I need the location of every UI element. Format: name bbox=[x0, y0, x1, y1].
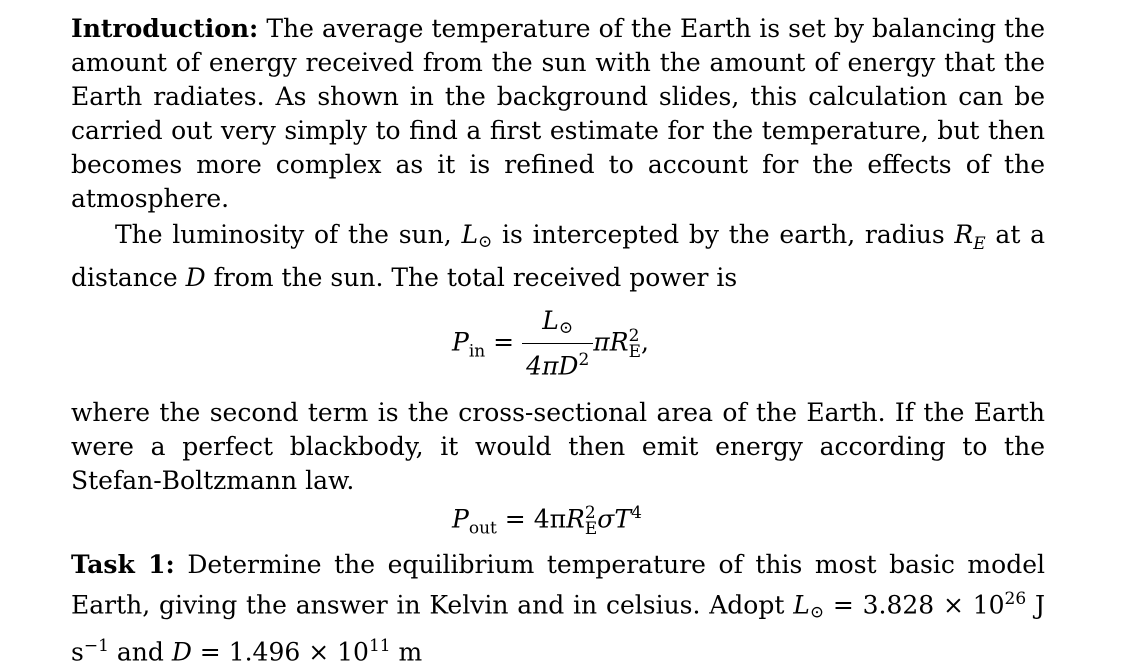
symbol-L: L bbox=[461, 220, 479, 249]
task-symbol-L: L bbox=[793, 590, 810, 620]
luminosity-paragraph bbox=[71, 218, 1045, 295]
eq1-comma: , bbox=[640, 327, 649, 357]
eq1-R-sup: 2 bbox=[628, 326, 640, 347]
task-exp-11: 11 bbox=[368, 636, 391, 657]
intro-paragraph bbox=[71, 12, 1045, 216]
eq1-den-sup: 2 bbox=[578, 350, 590, 370]
luminosity-text-2: is intercepted by the earth, radius bbox=[492, 220, 955, 249]
task-heading: Task 1: bbox=[71, 550, 175, 579]
eq1-sub-in: in bbox=[468, 341, 486, 362]
eq2-sub-out: out bbox=[468, 518, 497, 539]
eq1-R-scripts bbox=[628, 326, 641, 363]
eq1-num-sun: ⊙ bbox=[558, 318, 574, 338]
eq1-num-L: L bbox=[542, 306, 559, 335]
symbol-R: R bbox=[954, 220, 974, 249]
equation-p-in bbox=[452, 306, 649, 382]
eq1-equals: = bbox=[493, 327, 515, 357]
luminosity-text-1: The luminosity of the sun, bbox=[115, 220, 462, 249]
task-text: Determine the equilibrium temperature of this most basic model Earth, giving the answer in Kelvin and in celsius. Adopt bbox=[71, 550, 1045, 620]
eq2-equals: = bbox=[504, 504, 526, 534]
task-symbol-D: D bbox=[171, 637, 192, 667]
blackbody-paragraph bbox=[71, 396, 1045, 498]
sun-symbol: ⊙ bbox=[478, 232, 493, 252]
task-exp-26: 26 bbox=[1004, 589, 1027, 609]
eq1-P: P bbox=[452, 327, 469, 357]
eq2-sigma: σ bbox=[597, 504, 615, 534]
eq2-R-scripts bbox=[584, 502, 598, 539]
eq1-pi: π bbox=[593, 327, 610, 357]
luminosity-text-4: from the sun. The total received power is bbox=[205, 263, 738, 292]
eq1-den: 4πD bbox=[526, 351, 579, 381]
eq1-numerator bbox=[522, 306, 593, 344]
task-luminosity-value: = 3.828 × 10 bbox=[824, 590, 1005, 620]
task-paragraph bbox=[71, 548, 1045, 670]
task-unit-1-exp: −1 bbox=[83, 636, 109, 657]
eq2-T-sup: 4 bbox=[631, 503, 642, 523]
eq2-R: R bbox=[566, 504, 585, 534]
task-and: and bbox=[108, 637, 172, 667]
intro-heading: Introduction: bbox=[71, 14, 259, 43]
eq1-fraction bbox=[522, 306, 593, 382]
task-sun-symbol: ⊙ bbox=[809, 602, 825, 623]
luminosity-text-3: at a distance bbox=[71, 220, 1046, 292]
eq1-R: R bbox=[609, 327, 629, 357]
eq2-P: P bbox=[452, 504, 469, 534]
intro-text: The average temperature of the Earth is set by balancing the amount of energy received from the sun with the amount of energy that the Earth radiates. As shown in the background slides, this calculation can be carried out very simply to find a first estimate for the temperature, but then becomes more complex as it is refined to account for the effects of the atmosphere. bbox=[71, 14, 1045, 213]
eq2-coefficient: 4π bbox=[533, 504, 567, 534]
eq1-denominator bbox=[522, 344, 593, 382]
task-unit-2: m bbox=[390, 637, 423, 667]
task-unit-1: J s bbox=[71, 590, 1045, 667]
equation-p-out bbox=[452, 496, 642, 545]
eq2-T: T bbox=[614, 504, 632, 534]
blackbody-text: where the second term is the cross-sectional area of the Earth. If the Earth were a perfect blackbody, it would then emit energy according to the Stefan-Boltzmann law. bbox=[71, 398, 1045, 495]
eq1-R-sub: E bbox=[628, 342, 641, 363]
eq2-R-sub: E bbox=[584, 518, 598, 539]
task-distance-value: = 1.496 × 10 bbox=[191, 637, 369, 667]
symbol-D: D bbox=[185, 263, 206, 292]
subscript-E: E bbox=[973, 234, 986, 254]
eq2-R-sup: 2 bbox=[584, 502, 596, 523]
